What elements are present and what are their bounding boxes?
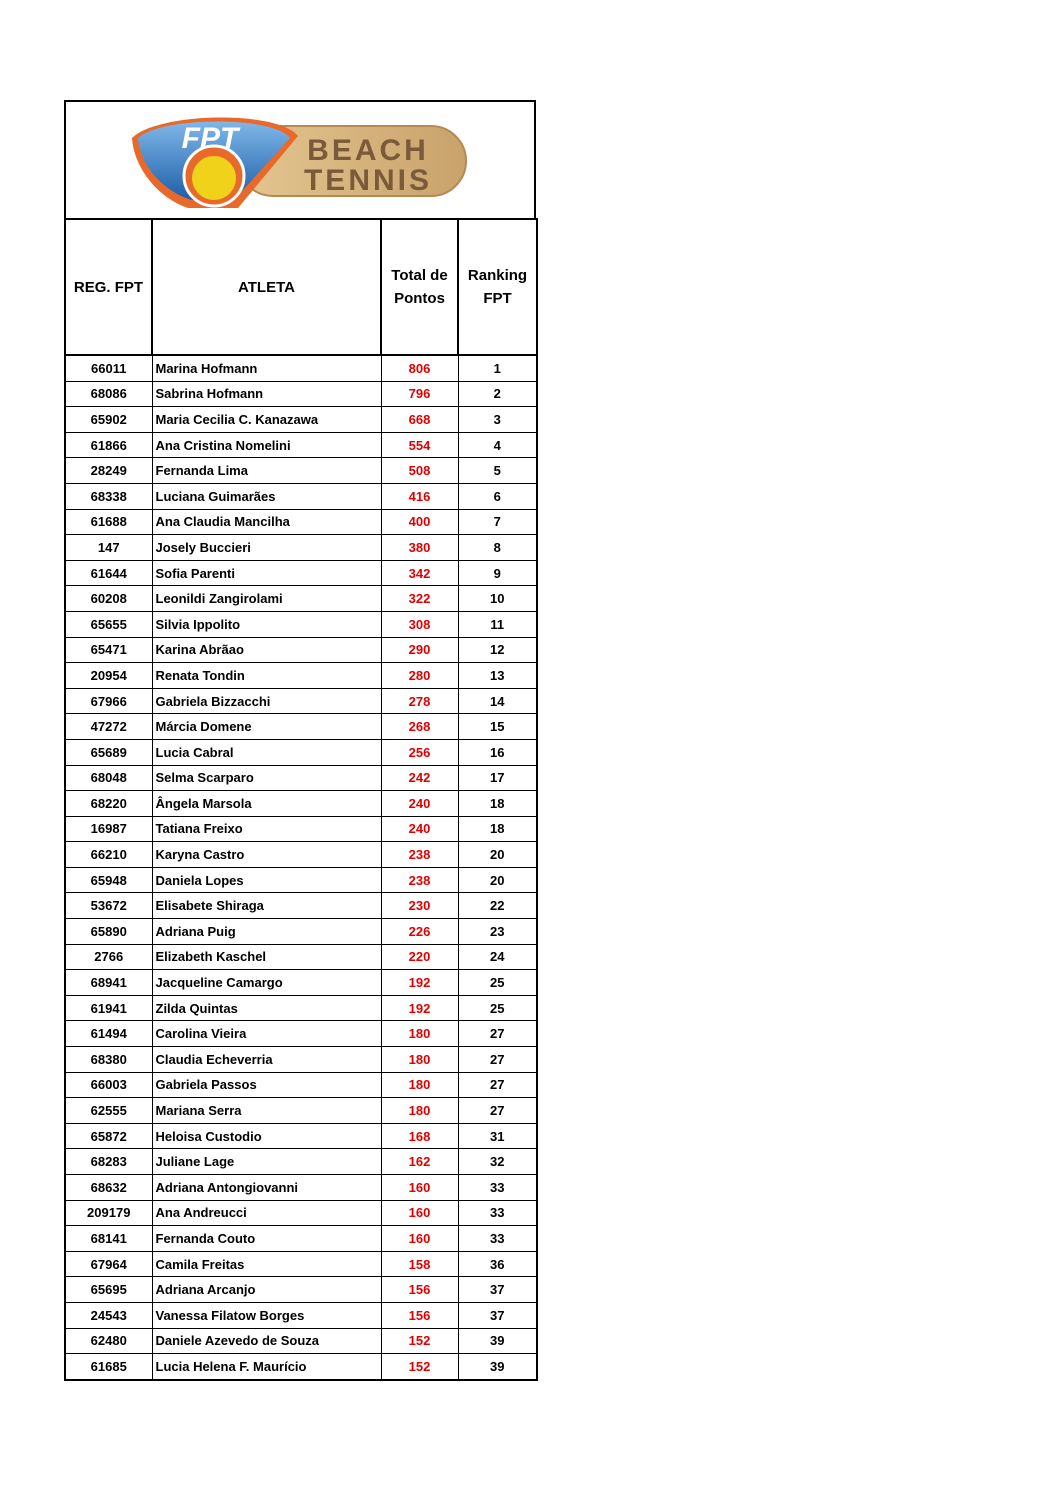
table-row bbox=[65, 867, 537, 893]
reg-cell: 67964 bbox=[65, 1251, 152, 1277]
reg-cell: 61494 bbox=[65, 1021, 152, 1047]
rank-cell: 27 bbox=[458, 1072, 537, 1098]
athlete-cell: Jacqueline Camargo bbox=[152, 970, 381, 996]
table-row bbox=[65, 1328, 537, 1354]
athlete-cell: Luciana Guimarães bbox=[152, 483, 381, 509]
athlete-cell: Silvia Ippolito bbox=[152, 611, 381, 637]
reg-cell: 68086 bbox=[65, 381, 152, 407]
rank-cell: 20 bbox=[458, 842, 537, 868]
rank-cell: 3 bbox=[458, 407, 537, 433]
table-row bbox=[65, 842, 537, 868]
athlete-cell: Ana Cristina Nomelini bbox=[152, 432, 381, 458]
table-row bbox=[65, 944, 537, 970]
reg-cell: 65948 bbox=[65, 867, 152, 893]
athlete-cell: Juliane Lage bbox=[152, 1149, 381, 1175]
rank-cell: 18 bbox=[458, 791, 537, 817]
table-row bbox=[65, 1226, 537, 1252]
table-row bbox=[65, 739, 537, 765]
athlete-cell: Lucia Cabral bbox=[152, 739, 381, 765]
points-cell: 242 bbox=[381, 765, 458, 791]
table-row bbox=[65, 893, 537, 919]
logo-word-beach: BEACH bbox=[307, 134, 429, 167]
rank-cell: 18 bbox=[458, 816, 537, 842]
reg-cell: 60208 bbox=[65, 586, 152, 612]
points-cell: 280 bbox=[381, 663, 458, 689]
points-cell: 162 bbox=[381, 1149, 458, 1175]
points-cell: 322 bbox=[381, 586, 458, 612]
points-cell: 668 bbox=[381, 407, 458, 433]
table-body bbox=[65, 355, 537, 1380]
rank-cell: 39 bbox=[458, 1354, 537, 1380]
points-cell: 416 bbox=[381, 483, 458, 509]
athlete-cell: Sofia Parenti bbox=[152, 560, 381, 586]
athlete-cell: Leonildi Zangirolami bbox=[152, 586, 381, 612]
points-cell: 226 bbox=[381, 919, 458, 945]
header-total-pontos-line1: Total de bbox=[391, 267, 448, 284]
reg-cell: 68141 bbox=[65, 1226, 152, 1252]
points-cell: 180 bbox=[381, 1047, 458, 1073]
athlete-cell: Daniele Azevedo de Souza bbox=[152, 1328, 381, 1354]
reg-cell: 147 bbox=[65, 535, 152, 561]
reg-cell: 68048 bbox=[65, 765, 152, 791]
rank-cell: 20 bbox=[458, 867, 537, 893]
rank-cell: 33 bbox=[458, 1226, 537, 1252]
athlete-cell: Gabriela Bizzacchi bbox=[152, 688, 381, 714]
rank-cell: 11 bbox=[458, 611, 537, 637]
rank-cell: 36 bbox=[458, 1251, 537, 1277]
table-header-row bbox=[65, 219, 537, 355]
rank-cell: 16 bbox=[458, 739, 537, 765]
reg-cell: 68220 bbox=[65, 791, 152, 817]
points-cell: 180 bbox=[381, 1021, 458, 1047]
rank-cell: 12 bbox=[458, 637, 537, 663]
rank-cell: 22 bbox=[458, 893, 537, 919]
athlete-cell: Adriana Antongiovanni bbox=[152, 1175, 381, 1201]
athlete-cell: Ângela Marsola bbox=[152, 791, 381, 817]
reg-cell: 65902 bbox=[65, 407, 152, 433]
rank-cell: 33 bbox=[458, 1200, 537, 1226]
points-cell: 268 bbox=[381, 714, 458, 740]
athlete-cell: Karina Abrãao bbox=[152, 637, 381, 663]
athlete-cell: Maria Cecilia C. Kanazawa bbox=[152, 407, 381, 433]
rank-cell: 1 bbox=[458, 355, 537, 381]
athlete-cell: Renata Tondin bbox=[152, 663, 381, 689]
athlete-cell: Adriana Puig bbox=[152, 919, 381, 945]
points-cell: 342 bbox=[381, 560, 458, 586]
reg-cell: 62555 bbox=[65, 1098, 152, 1124]
athlete-cell: Daniela Lopes bbox=[152, 867, 381, 893]
points-cell: 192 bbox=[381, 995, 458, 1021]
reg-cell: 61644 bbox=[65, 560, 152, 586]
header-ranking-line2: FPT bbox=[483, 290, 512, 307]
points-cell: 192 bbox=[381, 970, 458, 996]
rank-cell: 23 bbox=[458, 919, 537, 945]
reg-cell: 68632 bbox=[65, 1175, 152, 1201]
athlete-cell: Sabrina Hofmann bbox=[152, 381, 381, 407]
rank-cell: 33 bbox=[458, 1175, 537, 1201]
rank-cell: 27 bbox=[458, 1021, 537, 1047]
table-row bbox=[65, 765, 537, 791]
athlete-cell: Márcia Domene bbox=[152, 714, 381, 740]
rank-cell: 15 bbox=[458, 714, 537, 740]
header-atleta: ATLETA bbox=[152, 219, 381, 355]
athlete-cell: Zilda Quintas bbox=[152, 995, 381, 1021]
rank-cell: 25 bbox=[458, 995, 537, 1021]
athlete-cell: Claudia Echeverria bbox=[152, 1047, 381, 1073]
header-ranking-fpt bbox=[458, 219, 537, 355]
points-cell: 400 bbox=[381, 509, 458, 535]
points-cell: 168 bbox=[381, 1123, 458, 1149]
athlete-cell: Ana Claudia Mancilha bbox=[152, 509, 381, 535]
table-row bbox=[65, 407, 537, 433]
table-row bbox=[65, 816, 537, 842]
table-row bbox=[65, 509, 537, 535]
rank-cell: 4 bbox=[458, 432, 537, 458]
rank-cell: 32 bbox=[458, 1149, 537, 1175]
reg-cell: 16987 bbox=[65, 816, 152, 842]
reg-cell: 47272 bbox=[65, 714, 152, 740]
athlete-cell: Vanessa Filatow Borges bbox=[152, 1302, 381, 1328]
fpt-beach-tennis-logo bbox=[128, 108, 470, 214]
athlete-cell: Adriana Arcanjo bbox=[152, 1277, 381, 1303]
rank-cell: 37 bbox=[458, 1302, 537, 1328]
athlete-cell: Camila Freitas bbox=[152, 1251, 381, 1277]
ranking-table bbox=[64, 218, 538, 1381]
rank-cell: 27 bbox=[458, 1047, 537, 1073]
athlete-cell: Gabriela Passos bbox=[152, 1072, 381, 1098]
table-row bbox=[65, 995, 537, 1021]
table-row bbox=[65, 970, 537, 996]
table-row bbox=[65, 688, 537, 714]
athlete-cell: Elisabete Shiraga bbox=[152, 893, 381, 919]
reg-cell: 66003 bbox=[65, 1072, 152, 1098]
table-row bbox=[65, 714, 537, 740]
points-cell: 290 bbox=[381, 637, 458, 663]
table-row bbox=[65, 1175, 537, 1201]
points-cell: 278 bbox=[381, 688, 458, 714]
points-cell: 240 bbox=[381, 816, 458, 842]
rank-cell: 7 bbox=[458, 509, 537, 535]
logo-word-tennis: TENNIS bbox=[303, 164, 433, 197]
reg-cell: 62480 bbox=[65, 1328, 152, 1354]
athlete-cell: Mariana Serra bbox=[152, 1098, 381, 1124]
points-cell: 156 bbox=[381, 1302, 458, 1328]
reg-cell: 65872 bbox=[65, 1123, 152, 1149]
points-cell: 238 bbox=[381, 867, 458, 893]
table-row bbox=[65, 1200, 537, 1226]
reg-cell: 53672 bbox=[65, 893, 152, 919]
header-total-pontos-line2: Pontos bbox=[394, 290, 445, 307]
rank-cell: 9 bbox=[458, 560, 537, 586]
table-row bbox=[65, 560, 537, 586]
rank-cell: 8 bbox=[458, 535, 537, 561]
points-cell: 160 bbox=[381, 1175, 458, 1201]
points-cell: 230 bbox=[381, 893, 458, 919]
table-row bbox=[65, 1021, 537, 1047]
athlete-cell: Fernanda Lima bbox=[152, 458, 381, 484]
reg-cell: 68338 bbox=[65, 483, 152, 509]
table-row bbox=[65, 1072, 537, 1098]
athlete-cell: Heloisa Custodio bbox=[152, 1123, 381, 1149]
table-row bbox=[65, 663, 537, 689]
rank-cell: 5 bbox=[458, 458, 537, 484]
table-row bbox=[65, 432, 537, 458]
reg-cell: 67966 bbox=[65, 688, 152, 714]
reg-cell: 61685 bbox=[65, 1354, 152, 1380]
table-row bbox=[65, 1277, 537, 1303]
reg-cell: 20954 bbox=[65, 663, 152, 689]
points-cell: 240 bbox=[381, 791, 458, 817]
points-cell: 380 bbox=[381, 535, 458, 561]
reg-cell: 68380 bbox=[65, 1047, 152, 1073]
points-cell: 156 bbox=[381, 1277, 458, 1303]
rank-cell: 27 bbox=[458, 1098, 537, 1124]
reg-cell: 68283 bbox=[65, 1149, 152, 1175]
points-cell: 508 bbox=[381, 458, 458, 484]
reg-cell: 65471 bbox=[65, 637, 152, 663]
athlete-cell: Carolina Vieira bbox=[152, 1021, 381, 1047]
rank-cell: 2 bbox=[458, 381, 537, 407]
reg-cell: 65695 bbox=[65, 1277, 152, 1303]
logo-mark-text: FPT bbox=[181, 122, 239, 155]
rank-cell: 39 bbox=[458, 1328, 537, 1354]
points-cell: 160 bbox=[381, 1200, 458, 1226]
table-row bbox=[65, 919, 537, 945]
rank-cell: 6 bbox=[458, 483, 537, 509]
header-total-pontos bbox=[381, 219, 458, 355]
rank-cell: 31 bbox=[458, 1123, 537, 1149]
reg-cell: 61941 bbox=[65, 995, 152, 1021]
table-row bbox=[65, 483, 537, 509]
athlete-cell: Lucia Helena F. Maurício bbox=[152, 1354, 381, 1380]
header-ranking-line1: Ranking bbox=[467, 267, 528, 284]
reg-cell: 65689 bbox=[65, 739, 152, 765]
points-cell: 160 bbox=[381, 1226, 458, 1252]
points-cell: 796 bbox=[381, 381, 458, 407]
rank-cell: 37 bbox=[458, 1277, 537, 1303]
points-cell: 180 bbox=[381, 1098, 458, 1124]
table-row bbox=[65, 355, 537, 381]
ranking-sheet bbox=[64, 100, 536, 1381]
table-row bbox=[65, 1149, 537, 1175]
reg-cell: 24543 bbox=[65, 1302, 152, 1328]
points-cell: 308 bbox=[381, 611, 458, 637]
athlete-cell: Elizabeth Kaschel bbox=[152, 944, 381, 970]
rank-cell: 17 bbox=[458, 765, 537, 791]
table-row bbox=[65, 1251, 537, 1277]
table-row bbox=[65, 381, 537, 407]
rank-cell: 24 bbox=[458, 944, 537, 970]
reg-cell: 2766 bbox=[65, 944, 152, 970]
table-row bbox=[65, 535, 537, 561]
points-cell: 256 bbox=[381, 739, 458, 765]
table-row bbox=[65, 637, 537, 663]
rank-cell: 14 bbox=[458, 688, 537, 714]
reg-cell: 65890 bbox=[65, 919, 152, 945]
points-cell: 152 bbox=[381, 1328, 458, 1354]
points-cell: 238 bbox=[381, 842, 458, 868]
reg-cell: 66011 bbox=[65, 355, 152, 381]
rank-cell: 13 bbox=[458, 663, 537, 689]
reg-cell: 61866 bbox=[65, 432, 152, 458]
rank-cell: 25 bbox=[458, 970, 537, 996]
reg-cell: 65655 bbox=[65, 611, 152, 637]
reg-cell: 66210 bbox=[65, 842, 152, 868]
points-cell: 554 bbox=[381, 432, 458, 458]
logo-header bbox=[64, 100, 536, 218]
table-row bbox=[65, 1354, 537, 1380]
reg-cell: 61688 bbox=[65, 509, 152, 535]
table-row bbox=[65, 1047, 537, 1073]
athlete-cell: Ana Andreucci bbox=[152, 1200, 381, 1226]
athlete-cell: Tatiana Freixo bbox=[152, 816, 381, 842]
athlete-cell: Karyna Castro bbox=[152, 842, 381, 868]
rank-cell: 10 bbox=[458, 586, 537, 612]
reg-cell: 28249 bbox=[65, 458, 152, 484]
points-cell: 180 bbox=[381, 1072, 458, 1098]
table-row bbox=[65, 791, 537, 817]
points-cell: 220 bbox=[381, 944, 458, 970]
reg-cell: 68941 bbox=[65, 970, 152, 996]
athlete-cell: Josely Buccieri bbox=[152, 535, 381, 561]
table-row bbox=[65, 611, 537, 637]
table-row bbox=[65, 1302, 537, 1328]
points-cell: 806 bbox=[381, 355, 458, 381]
reg-cell: 209179 bbox=[65, 1200, 152, 1226]
points-cell: 158 bbox=[381, 1251, 458, 1277]
points-cell: 152 bbox=[381, 1354, 458, 1380]
header-reg-fpt: REG. FPT bbox=[65, 219, 152, 355]
athlete-cell: Fernanda Couto bbox=[152, 1226, 381, 1252]
athlete-cell: Selma Scarparo bbox=[152, 765, 381, 791]
table-row bbox=[65, 1098, 537, 1124]
athlete-cell: Marina Hofmann bbox=[152, 355, 381, 381]
table-row bbox=[65, 586, 537, 612]
table-row bbox=[65, 1123, 537, 1149]
table-row bbox=[65, 458, 537, 484]
